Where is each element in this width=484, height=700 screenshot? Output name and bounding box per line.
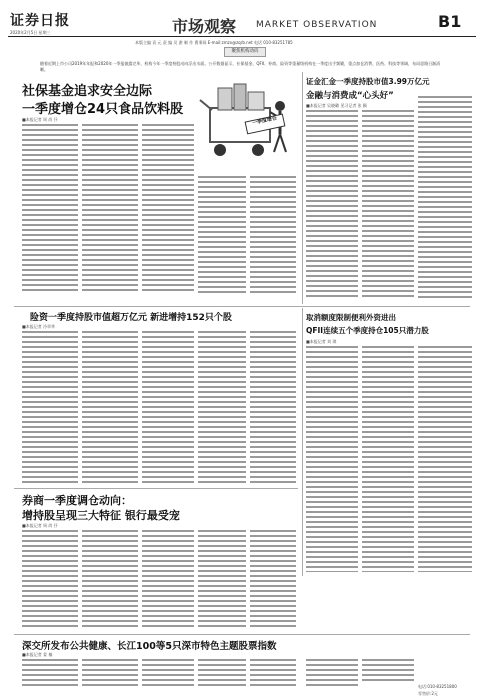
byline-social-fund: ■本报记者 周 尚 伃 bbox=[22, 117, 58, 122]
issue-date: 2020年2月5日 星期三 bbox=[10, 30, 51, 35]
headline-csf-line2: 金融与消费成“心头好” bbox=[306, 91, 394, 101]
byline-csf: ■本报记者 吴晓璐 见习记者 张 颖 bbox=[306, 103, 367, 108]
article-text-column bbox=[82, 331, 138, 483]
headline-qfii-line1: 取消额度限制便利外资进出 bbox=[306, 313, 396, 322]
article-text-column bbox=[22, 124, 78, 294]
article-text-column bbox=[250, 176, 296, 294]
article-text-column bbox=[250, 659, 296, 689]
headline-social-fund-line1: 社保基金追求安全边际 bbox=[22, 84, 153, 99]
article-text-column bbox=[22, 530, 78, 630]
headline-insurance: 险资一季度持股市值超万亿元 新进增持152只个股 bbox=[30, 313, 232, 323]
intro-paragraph: 随着近期上市公司2019年年报和2020年一季报披露完毕，机构今年一季度持股动向浮出水面。公开数据显示，社保基金、QFII、券商、险资等重量级机构在一季度出手频繁，重点加仓消费、医药、科技等领域，布局思路日渐清晰。 bbox=[40, 61, 441, 72]
article-text-column bbox=[362, 659, 414, 681]
article-text-column bbox=[362, 110, 414, 300]
byline-broker: ■本报记者 周 尚 伃 bbox=[22, 523, 58, 528]
footer-price: 零售价:2元 bbox=[418, 691, 438, 696]
column-divider bbox=[302, 72, 303, 304]
article-text-column bbox=[22, 331, 78, 483]
article-text-column bbox=[198, 331, 246, 483]
illustration-sign: 一季度增仓 bbox=[251, 115, 278, 127]
article-text-column bbox=[82, 659, 138, 689]
section-divider bbox=[14, 634, 470, 635]
article-text-column bbox=[250, 331, 296, 483]
article-text-column bbox=[250, 530, 296, 630]
article-text-column bbox=[142, 659, 194, 689]
article-text-column bbox=[306, 659, 358, 689]
headline-social-fund-line2: 一季度增仓24只食品饮料股 bbox=[22, 102, 184, 117]
section-divider bbox=[14, 488, 298, 489]
shopping-cart-illustration bbox=[196, 76, 294, 170]
article-text-column bbox=[362, 346, 414, 572]
byline-insurance: ■本报记者 冷翠华 bbox=[22, 324, 56, 329]
article-text-column bbox=[198, 530, 246, 630]
article-text-column bbox=[82, 124, 138, 294]
headline-broker-line2: 增持股呈现三大特征 银行最受宠 bbox=[22, 509, 180, 522]
article-text-column bbox=[198, 659, 246, 689]
article-text-column bbox=[418, 96, 472, 300]
focus-tag: 聚焦机构动向 bbox=[224, 47, 266, 57]
headline-csf-line1: 证金汇金一季度持股市值3.99万亿元 bbox=[306, 77, 430, 86]
editor-line: 本版主编 袁 元 责 编 吴 澍 制 作 曹秉琛 E-mail:zmzx@zqrb.net 电话 010-83251785 bbox=[135, 40, 293, 45]
section-title: 市场观察 bbox=[172, 17, 237, 36]
newspaper-logo: 证券日报 bbox=[10, 13, 70, 29]
article-text-column bbox=[142, 530, 194, 630]
page-number: B1 bbox=[438, 12, 462, 31]
article-text-column bbox=[306, 110, 358, 300]
masthead-rule bbox=[8, 36, 476, 37]
article-text-column bbox=[198, 176, 246, 294]
article-text-column bbox=[22, 659, 78, 689]
byline-szse-index: ■本报记者 姜 楠 bbox=[22, 652, 53, 657]
article-text-column bbox=[142, 331, 194, 483]
footer-phone: 电话:010-83251800 bbox=[418, 684, 457, 689]
headline-szse-index: 深交所发布公共健康、长江100等5只深市特色主题股票指数 bbox=[22, 641, 277, 652]
article-text-column bbox=[142, 124, 194, 294]
byline-qfii: ■本报记者 刘 琪 bbox=[306, 339, 337, 344]
article-text-column bbox=[418, 346, 472, 572]
article-text-column bbox=[306, 346, 358, 572]
section-divider bbox=[14, 306, 470, 307]
section-title-english: MARKET OBSERVATION bbox=[256, 20, 378, 30]
headline-broker-line1: 券商一季度调仓动向： bbox=[22, 494, 132, 507]
headline-qfii-line2: QFII连续五个季度持仓105只潜力股 bbox=[306, 326, 429, 335]
column-divider bbox=[302, 308, 303, 576]
article-text-column bbox=[82, 530, 138, 630]
